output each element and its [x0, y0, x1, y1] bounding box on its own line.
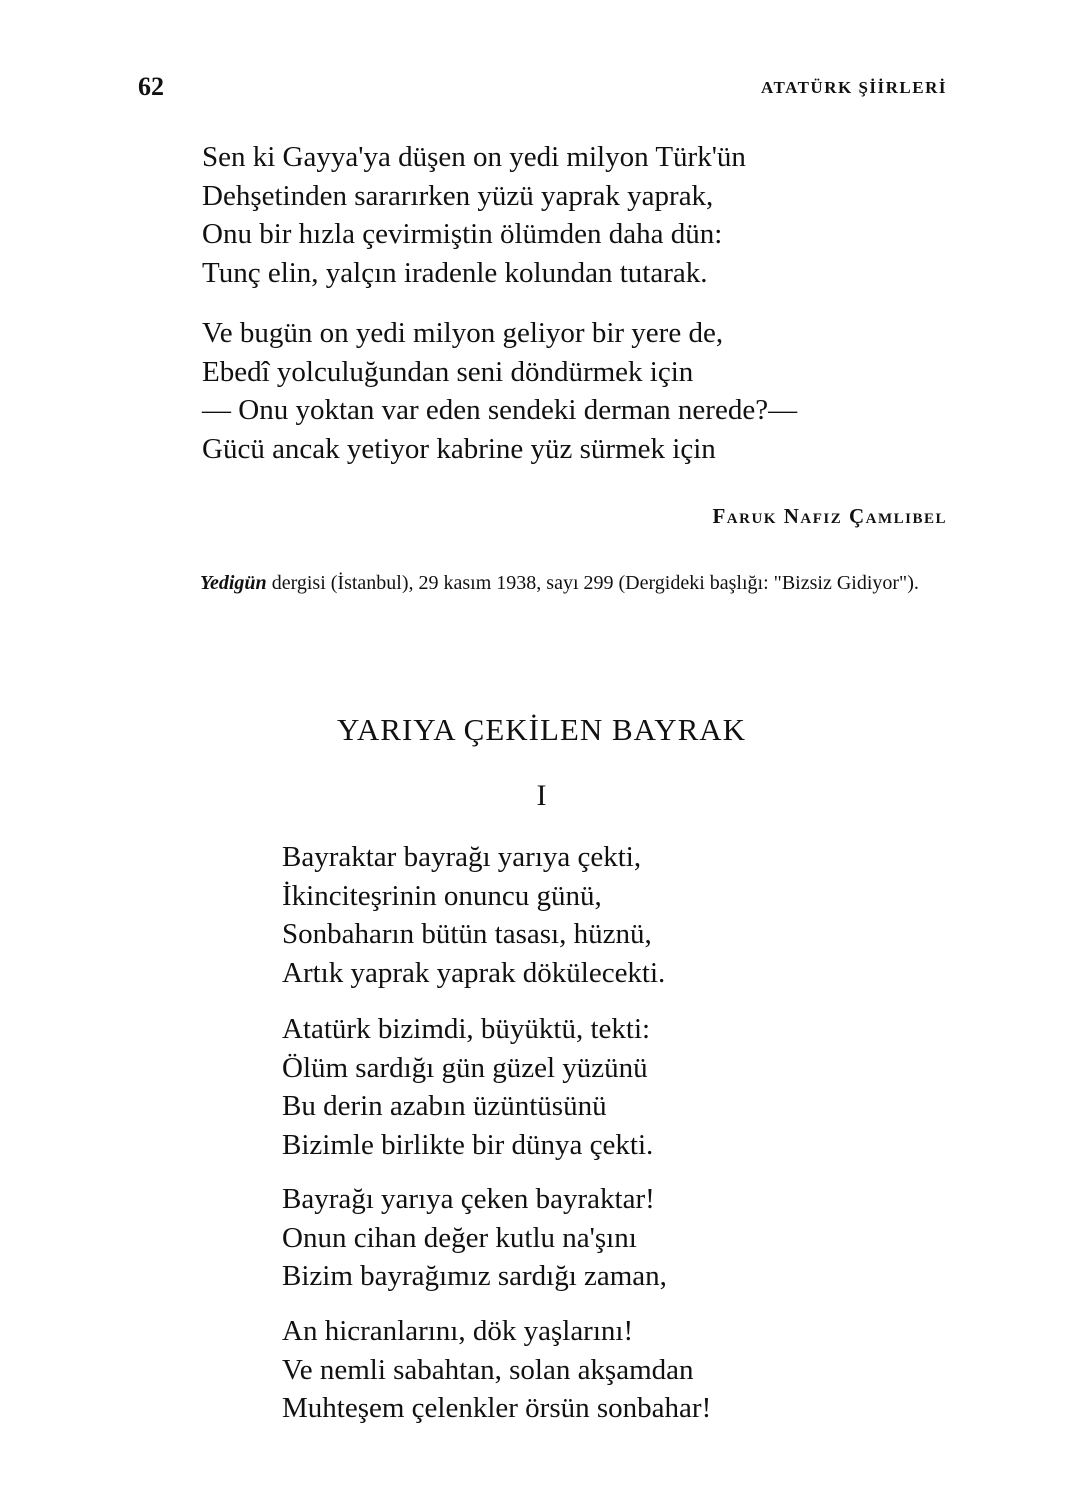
poem-line: Ölüm sardığı gün güzel yüzünü — [282, 1051, 648, 1084]
poem-stanza — [282, 1180, 667, 1296]
poem-line: Onu bir hızla çevirmiştin ölümden daha dün: — [202, 218, 723, 250]
poem-line: Ebedî yolculuğundan seni döndürmek için — [202, 355, 694, 388]
poem-line: Onun cihan değer kutlu na'şını — [282, 1221, 637, 1254]
source-footnote — [138, 568, 948, 599]
poem-line: — Onu yoktan var eden sendeki derman nerede?— — [202, 394, 798, 426]
poem-line: Dehşetinden sararırken yüzü yaprak yaprak, — [202, 179, 714, 212]
poem-line: Bizimle birlikte bir dünya çekti. — [282, 1128, 654, 1161]
page-number: 62 — [138, 72, 164, 101]
poem-line: Sonbaharın bütün tasası, hüznü, — [282, 918, 652, 950]
poem-line: Muhteşem çelenkler örsün sonbahar! — [282, 1392, 712, 1424]
poem-stanza — [202, 138, 746, 292]
poem-line: Sen ki Gayya'ya düşen on yedi milyon Türk'ün — [202, 141, 746, 173]
section-numeral: I — [536, 779, 547, 812]
poem-stanza — [202, 314, 797, 468]
author-signature: Faruk Nafiz Çamlıbel — [712, 504, 947, 528]
poem-line: Bayraktar bayrağı yarıya çekti, — [282, 841, 642, 873]
poem-line: İkinciteşrinin onuncu günü, — [282, 879, 602, 912]
poem-line: Gücü ancak yetiyor kabrine yüz sürmek için — [202, 432, 716, 465]
poem-line: Bayrağı yarıya çeken bayraktar! — [282, 1183, 655, 1215]
poem-stanza — [282, 1010, 653, 1164]
journal-name: Yedigün — [200, 572, 267, 594]
poem-line: Bizim bayrağımız sardığı zaman, — [282, 1260, 667, 1292]
poem-title: YARIYA ÇEKİLEN BAYRAK — [336, 712, 747, 747]
footnote-text: dergisi (İstanbul), 29 kasım 1938, sayı 299 (Dergideki başlığı: "Bizsiz Gidiyor"). — [266, 572, 919, 594]
poem-line: Tunç elin, yalçın iradenle kolundan tutarak. — [202, 256, 708, 289]
poem-line: An hicranlarını, dök yaşlarını! — [282, 1315, 634, 1347]
poem-line: Atatürk bizimdi, büyüktü, tekti: — [282, 1013, 651, 1045]
poem-stanza — [282, 1312, 711, 1428]
poem-line: Ve bugün on yedi milyon geliyor bir yere de, — [202, 317, 724, 349]
poem-line: Artık yaprak yaprak dökülecekti. — [282, 956, 666, 989]
poem-line: Ve nemli sabahtan, solan akşamdan — [282, 1353, 694, 1386]
poem-line: Bu derin azabın üzüntüsünü — [282, 1090, 607, 1122]
poem-stanza — [282, 838, 665, 992]
running-head: ATATÜRK ŞİİRLERİ — [760, 78, 947, 97]
